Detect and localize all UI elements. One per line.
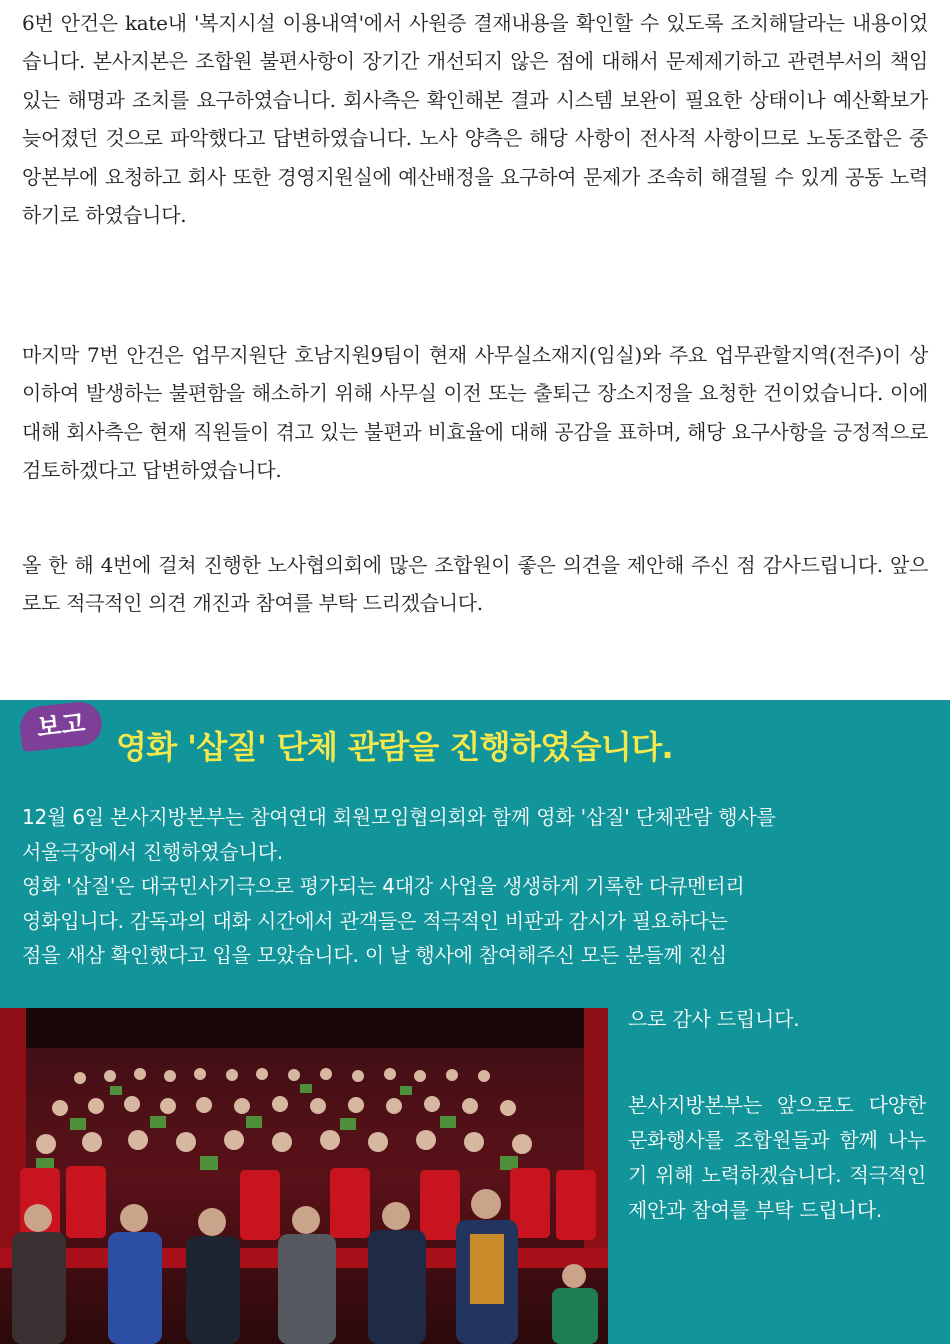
thanks-paragraph: 올 한 해 4번에 걸쳐 진행한 노사협의회에 많은 조합원이 좋은 의견을 제안해 주신 점 감사드립니다. 앞으로도 적극적인 의견 개진과 참여를 부탁 드리겠습니다. [22,553,928,616]
report-line-2: 서울극장에서 진행하였습니다. [22,839,283,864]
report-line-1: 12월 6일 본사지방본부는 참여연대 회원모임협의회와 함께 영화 '삽질' 단체관람 행사를 [22,805,776,829]
theater-group-photo [0,1008,608,1344]
report-line-4: 영화입니다. 감독과의 대화 시간에서 관객들은 적극적인 비판과 감시가 필요하다는 [22,908,728,933]
report-headline: 영화 '삽질' 단체 관람을 진행하였습니다. [116,728,674,766]
report-badge [18,700,104,752]
report-line-5: 점을 새삼 확인했다고 입을 모았습니다. 이 날 행사에 참여해주신 모든 분들께 진심 [22,943,727,967]
report-line-3: 영화 '삽질'은 대국민사기극으로 평가되는 4대강 사업을 생생하게 기록한 다큐멘터리 [22,874,745,898]
agenda-7-paragraph: 마지막 7번 안건은 업무지원단 호남지원9팀이 현재 사무실소재지(임실)와 주요 업무관할지역(전주)이 상이하여 발생하는 불편함을 해소하기 위해 사무실 이전 또는 출퇴근 장소지정을 요청한 건이었습니다. 이에 대해 회사측은 현재 직원들이 겪고 있는 불편과 비효율에 대해 공감을 표하며, 해당 요구사항을 긍정적으로 검토하겠다고 답변하였습니다. [22,343,928,483]
agenda-6-paragraph: 6번 안건은 kate내 '복지시설 이용내역'에서 사원증 결재내용을 확인할 수 있도록 조치해달라는 내용이었습니다. 본사지본은 조합원 불편사항이 장기간 개선되지 않은 점에 대해서 문제제기하고 관련부서의 책임 있는 해명과 조치를 요구하였습니다. 회사측은 확인해본 결과 시스템 보완이 필요한 상태이나 예산확보가 늦어졌던 것으로 파악했다고 답변하였습니다. 노사 양측은 해당 사항이 전사적 사항이므로 노동조합은 중앙본부에 요청하고 회사 또한 경영지원실에 예산배정을 요구하여 문제가 조속히 해결될 수 있게 공동 노력하기로 하였습니다. [22,11,928,228]
report-closing: 본사지방본부는 앞으로도 다양한 문화행사를 조합원들과 함께 나누기 위해 노력하겠습니다. 적극적인 제안과 참여를 부탁 드립니다. [628,1093,926,1222]
report-badge-label: 보고 [35,708,87,743]
report-body [22,800,928,973]
report-line-end: 으로 감사 드립니다. [628,1007,800,1031]
